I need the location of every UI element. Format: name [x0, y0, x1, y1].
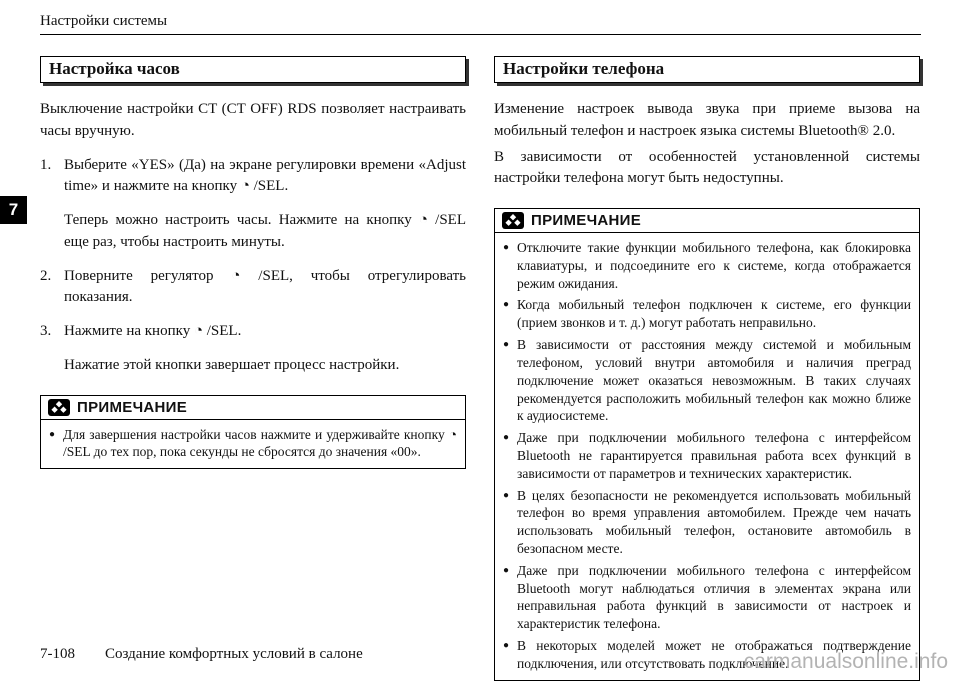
- step-text: Поверните регулятор ◔ /SEL, чтобы отрегулировать показания.: [64, 267, 466, 306]
- note-item-text: Даже при подключении мобильного телефона с интерфейсом Bluetooth могут наблюдаться отличия в элементах экрана или неправильная работа функций в зависимости от настроек и характеристик телефона.: [517, 562, 911, 632]
- clock-intro-paragraph: Выключение настройки CT (CT OFF) RDS позволяет настраивать часы вручную.: [40, 101, 466, 139]
- note-box-phone: [494, 208, 920, 681]
- note-item: [503, 487, 911, 558]
- header-divider: [40, 34, 921, 35]
- note-header: [41, 396, 465, 420]
- note-item-text: В целях безопасности не рекомендуется использовать мобильный телефон во время управления автомобилем. Прежде чем начать использовать мобильный телефон, остановите автомобиль в безопасном месте.: [517, 487, 911, 556]
- footer-page-number: 7-108: [40, 646, 75, 662]
- section-title-phone: Настройки телефона: [494, 56, 920, 83]
- step-text: Нажатие этой кнопки завершает процесс настройки.: [64, 356, 400, 373]
- note-item-text: Для завершения настройки часов нажмите и удерживайте кнопку ◔ /SEL до тех пор, пока секунды не сбросятся до значения «00».: [63, 426, 457, 460]
- chapter-tab: 7: [0, 196, 27, 224]
- note-box-clock: [40, 395, 466, 470]
- clock-step: [40, 155, 466, 199]
- bullet-icon: ●: [503, 432, 510, 444]
- step-text: Теперь можно настроить часы. Нажмите на кнопку ◔ /SEL еще раз, чтобы настроить минуты.: [64, 212, 466, 250]
- note-title: ПРИМЕЧАНИЕ: [77, 398, 188, 416]
- note-item-text: Даже при подключении мобильного телефона с интерфейсом Bluetooth не гарантируется правильная работа всех функций в зависимости от параметров и технических характеристик.: [517, 430, 911, 481]
- phone-intro-paragraph: В зависимости от особенностей установленной системы настройки телефона могут быть недоступны.: [494, 148, 920, 187]
- step-number: 3.: [40, 323, 52, 339]
- step-number: 2.: [40, 267, 52, 284]
- bullet-icon: ●: [503, 299, 510, 311]
- note-item-text: Когда мобильный телефон подключен к системе, его функции (прием звонков и т. д.) могут работать неправильно.: [517, 297, 911, 331]
- note-item: [503, 239, 911, 292]
- bullet-icon: ●: [503, 489, 510, 501]
- note-icon: [48, 399, 70, 416]
- step-number: 1.: [40, 156, 52, 173]
- footer: [40, 646, 363, 663]
- page-columns: [40, 56, 921, 681]
- note-item-text: В зависимости от расстояния между системой и мобильным телефоном, условий внутри автомобиля и наличия преград подключение может оказаться невозможным. В таких случаях рекомендуется расположить мобильный телефон как можно ближе к аудиосистеме.: [517, 337, 911, 424]
- note-icon: [502, 212, 524, 229]
- phone-intro-paragraph: Изменение настроек вывода звука при приеме вызова на мобильный телефон и настроек языка системы Bluetooth® 2.0.: [494, 101, 920, 139]
- note-title: ПРИМЕЧАНИЕ: [531, 212, 642, 229]
- note-item: [503, 429, 911, 482]
- clock-step: [40, 321, 466, 343]
- step-number: [40, 210, 64, 254]
- bullet-icon: ●: [503, 339, 510, 351]
- step-text: Выберите «YES» (Да) на экране регулировки времени «Adjust time» и нажмите на кнопку ◔ /SEL.: [64, 156, 466, 195]
- bullet-icon: ●: [503, 564, 510, 576]
- step-text: Нажмите на кнопку ◔ /SEL.: [64, 323, 242, 339]
- phone-settings-column: [494, 56, 920, 681]
- section-title-clock: Настройка часов: [40, 56, 466, 83]
- bullet-icon: ●: [49, 428, 56, 440]
- note-item: [503, 296, 911, 332]
- running-header: Настройки системы: [40, 13, 168, 29]
- watermark: carmanualsonline.info: [743, 650, 948, 673]
- note-header: [495, 209, 919, 233]
- clock-settings-column: [40, 56, 466, 681]
- note-item: [49, 426, 457, 462]
- note-item: [503, 562, 911, 633]
- clock-step: [40, 266, 466, 310]
- bullet-icon: ●: [503, 242, 510, 253]
- note-item: [503, 336, 911, 425]
- note-item-text: В некоторых моделей может не отображаться подтверждение подключения, или отсутствовать подключение.: [517, 638, 911, 671]
- footer-text: Создание комфортных условий в салоне: [105, 646, 363, 662]
- note-body: [41, 420, 465, 469]
- bullet-icon: ●: [503, 640, 510, 652]
- note-item-text: Отключите такие функции мобильного телефона, как блокировка клавиатуры, и подсоедините его к системе, когда отображается режим ожидания.: [517, 240, 911, 291]
- step-number: [40, 355, 64, 377]
- clock-step-note: [40, 355, 466, 377]
- note-body: [495, 233, 919, 680]
- clock-step-note: [40, 210, 466, 254]
